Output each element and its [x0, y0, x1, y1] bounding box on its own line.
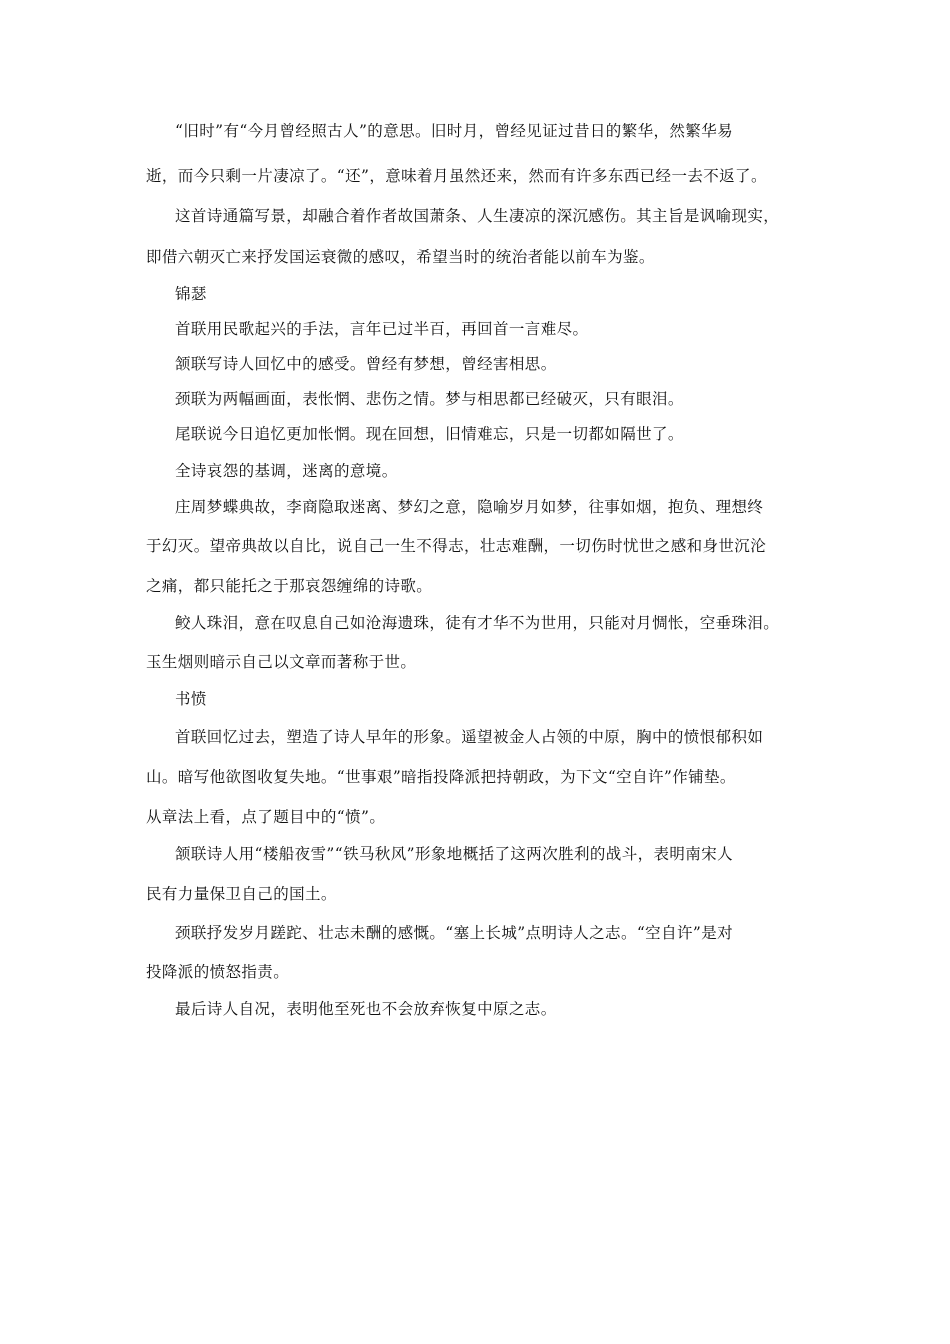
text-line: 民有力量保卫自己的国土。	[146, 885, 337, 903]
section-heading-shufen: 书愤	[175, 690, 207, 708]
text-line: 最后诗人自况，表明他至死也不会放弃恢复中原之志。	[175, 1000, 557, 1018]
text-line: 首联回忆过去，塑造了诗人早年的形象。遥望被金人占领的中原，胸中的愤恨郁积如	[175, 728, 764, 746]
text-line: 全诗哀怨的基调，迷离的意境。	[175, 462, 398, 480]
text-line: 之痛，都只能托之于那哀怨缠绵的诗歌。	[146, 577, 433, 595]
text-line: 于幻灭。望帝典故以自比，说自己一生不得志，壮志难酬，一切伤时忧世之感和身世沉沦	[146, 537, 767, 555]
text-line: 玉生烟则暗示自己以文章而著称于世。	[146, 653, 417, 671]
text-line: 颔联诗人用“楼船夜雪”“铁马秋风”形象地概括了这两次胜利的战斗，表明南宋人	[175, 845, 733, 863]
text-line: 颈联为两幅画面，表怅惘、悲伤之情。梦与相思都已经破灭，只有眼泪。	[175, 390, 684, 408]
text-line: 山。暗写他欲图收复失地。“世事艰”暗指投降派把持朝政，为下文“空自许”作铺垫。	[146, 768, 736, 786]
text-line: 颔联写诗人回忆中的感受。曾经有梦想，曾经害相思。	[175, 355, 557, 373]
text-line: 首联用民歌起兴的手法，言年已过半百，再回首一言难尽。	[175, 320, 589, 338]
text-line: “旧时”有“今月曾经照古人”的意思。旧时月，曾经见证过昔日的繁华，然繁华易	[175, 122, 733, 140]
text-line: 即借六朝灭亡来抒发国运衰微的感叹，希望当时的统治者能以前车为鉴。	[146, 248, 655, 266]
text-line: 尾联说今日追忆更加怅惘。现在回想，旧情难忘，只是一切都如隔世了。	[175, 425, 684, 443]
text-line: 这首诗通篇写景，却融合着作者故国萧条、人生凄凉的深沉感伤。其主旨是讽喻现实，	[175, 207, 780, 225]
text-line: 颈联抒发岁月蹉跎、壮志未酬的感慨。“塞上长城”点明诗人之志。“空自许”是对	[175, 924, 733, 942]
text-line: 逝，而今只剩一片凄凉了。“还”，意味着月虽然还来，然而有许多东西已经一去不返了。	[146, 167, 767, 185]
text-line: 从章法上看，点了题目中的“愤”。	[146, 808, 386, 826]
text-line: 投降派的愤怒指责。	[146, 963, 290, 981]
text-line: 鲛人珠泪，意在叹息自己如沧海遗珠，徒有才华不为世用，只能对月惆怅，空垂珠泪。	[175, 614, 780, 632]
text-line: 庄周梦蝶典故，李商隐取迷离、梦幻之意，隐喻岁月如梦，往事如烟，抱负、理想终	[175, 498, 764, 516]
section-heading-jinse: 锦瑟	[175, 285, 207, 303]
